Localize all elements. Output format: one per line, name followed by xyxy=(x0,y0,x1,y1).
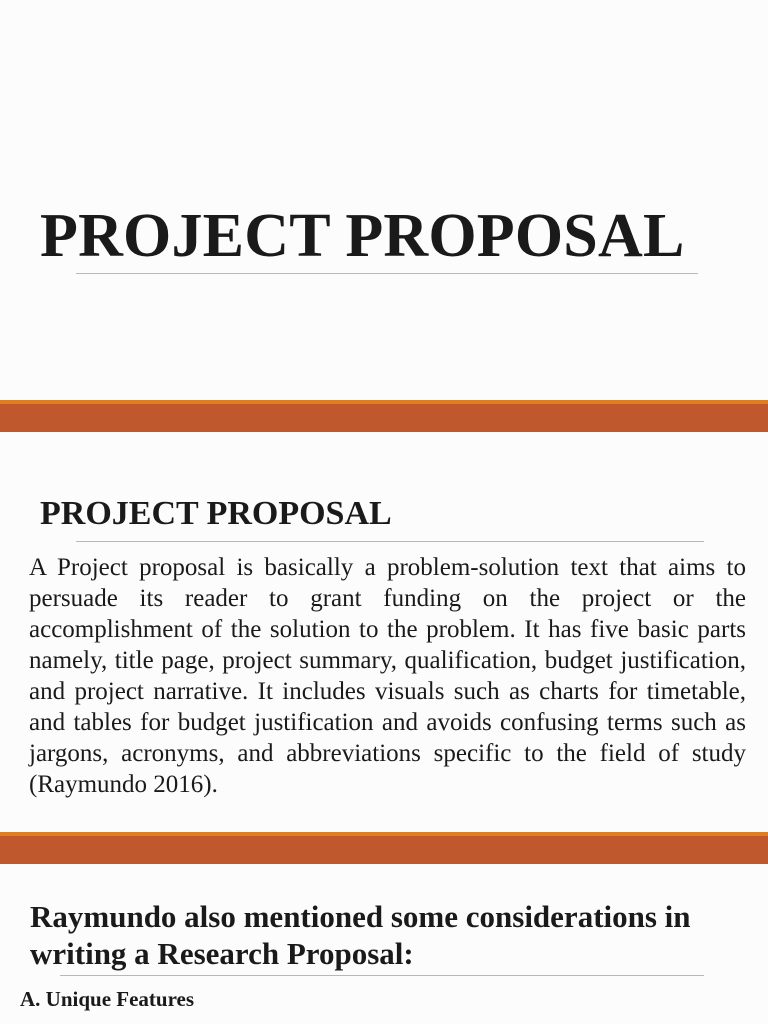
slide-separator-1 xyxy=(0,400,768,432)
slide-1-title: PROJECT PROPOSAL xyxy=(40,202,685,270)
slide-2-body-text: A Project proposal is basically a problem-solution text that aims to persuade its reader to grant funding on the project or the accomplishment of the solution to the problem. It has five basic parts namely, title page, project summary, qualification, budget justification, and project narrative. It includes visuals such as charts for timetable, and tables for budget justification and avoids confusing terms such as jargons, acronyms, and abbreviations specific to the field of study (Raymundo 2016). xyxy=(29,554,746,798)
slide-3-point-a: A. Unique Features xyxy=(20,987,195,1011)
slide-separator-2 xyxy=(0,832,768,864)
slide-2 xyxy=(0,432,768,832)
slide-2-title: PROJECT PROPOSAL xyxy=(40,495,392,532)
slide-3-heading-rule xyxy=(60,975,704,976)
slide-2-title-rule xyxy=(76,541,704,542)
slide-1 xyxy=(0,0,768,400)
slide-3 xyxy=(0,864,768,1024)
slide-3-heading: Raymundo also mentioned some considerations in writing a Research Proposal: xyxy=(30,899,691,971)
slide-1-title-rule xyxy=(76,273,698,274)
